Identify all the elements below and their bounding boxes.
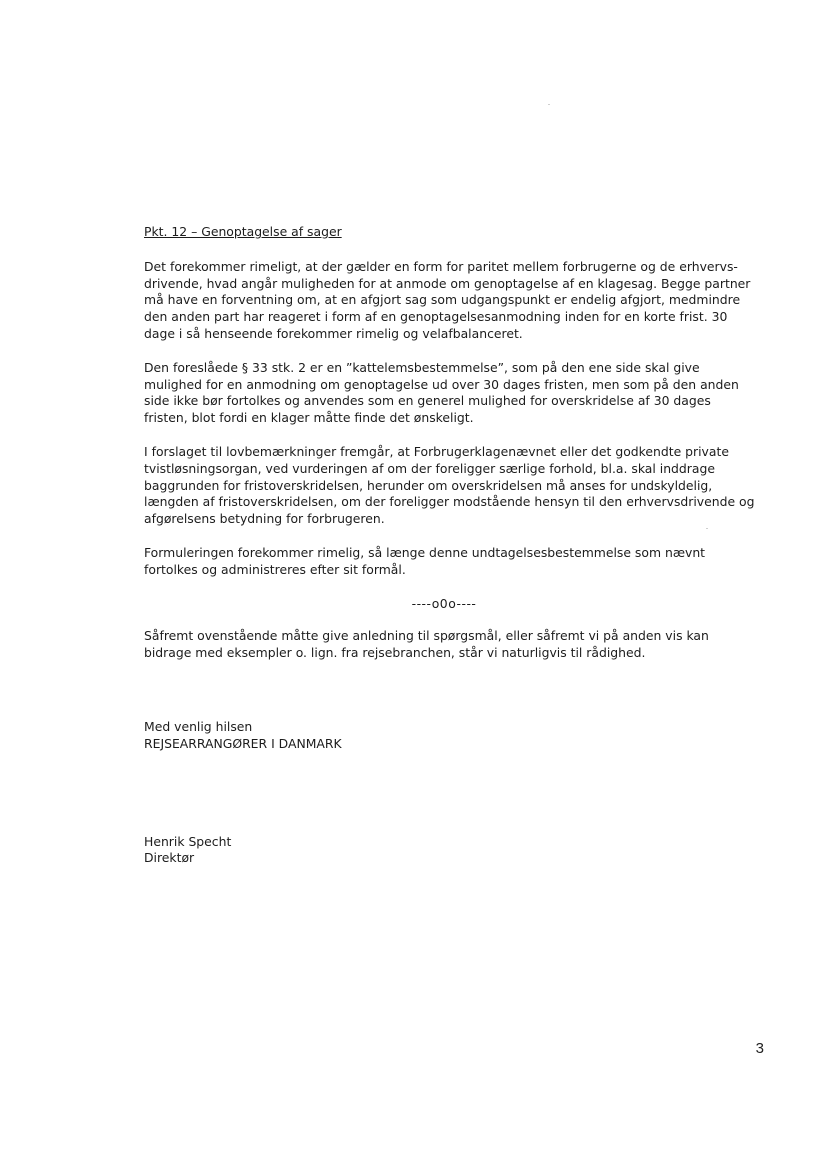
paragraph-line: drivende, hvad angår muligheden for at anmode om genoptagelse af en klagesag. Begge partner	[144, 275, 751, 291]
paragraph-line: længden af fristoverskridelsen, om der foreligger modstående hensyn til den erhvervsdrivende og	[144, 494, 755, 510]
signature-block	[144, 834, 744, 868]
closing-greeting: Med venlig hilsen	[144, 718, 253, 734]
paragraph-line: fristen, blot fordi en klager måtte finde det ønskeligt.	[144, 410, 474, 426]
closing-organization: REJSEARRANGØRER I DANMARK	[144, 735, 342, 751]
paragraph-line: bidrage med eksempler o. lign. fra rejsebranchen, står vi naturligvis til rådighed.	[144, 645, 646, 661]
paragraph-line: Det forekommer rimeligt, at der gælder en form for paritet mellem forbrugerne og de erhvervs-	[144, 258, 738, 274]
paragraph-4	[144, 545, 744, 579]
paragraph-line: dage i så henseende forekommer rimelig og velafbalanceret.	[144, 325, 523, 341]
signatory-name: Henrik Specht	[144, 833, 232, 849]
paragraph-line: Formuleringen forekommer rimelig, så længe denne undtagelsesbestemmelse som nævnt	[144, 544, 706, 560]
paragraph-2	[144, 360, 744, 427]
paragraph-line: må have en forventning om, at en afgjort sag som udgangspunkt er endelig afgjort, medmindre	[144, 292, 741, 308]
section-heading: Pkt. 12 – Genoptagelse af sager	[144, 224, 342, 239]
scan-speck	[548, 104, 550, 105]
paragraph-line: den anden part har reageret i form af en genoptagelsesanmodning inden for en korte frist. 30	[144, 309, 728, 325]
page-number: 3	[755, 1040, 764, 1057]
paragraph-line: mulighed for en anmodning om genoptagelse ud over 30 dages fristen, men som på den anden	[144, 376, 739, 392]
paragraph-line: fortolkes og administreres efter sit formål.	[144, 561, 406, 577]
section-separator: ----o0o----	[411, 595, 477, 611]
paragraph-line: I forslaget til lovbemærkninger fremgår, at Forbrugerklagenævnet eller det godkendte private	[144, 443, 729, 459]
paragraph-line: baggrunden for fristoverskridelsen, herunder om overskridelsen må anses for undskyldelig,	[144, 477, 713, 493]
paragraph-line: Den foreslåede § 33 stk. 2 er en ”kattelemsbestemmelse”, som på den ene side skal give	[144, 359, 700, 375]
closing-block	[144, 719, 744, 753]
paragraph-line: tvistløsningsorgan, ved vurderingen af om der foreligger særlige forhold, bl.a. skal inddrage	[144, 460, 715, 476]
paragraph-1	[144, 258, 751, 343]
letter-body	[144, 224, 755, 867]
paragraph-3	[144, 443, 755, 528]
signatory-title: Direktør	[144, 850, 195, 866]
paragraph-line: Såfremt ovenstående måtte give anledning til spørgsmål, eller såfremt vi på anden vis kan	[144, 628, 709, 644]
paragraph-line: afgørelsens betydning for forbrugeren.	[144, 511, 385, 527]
final-paragraph	[144, 628, 744, 662]
paragraph-line: side ikke bør fortolkes og anvendes som en generel mulighed for overskridelse af 30 dages	[144, 393, 711, 409]
